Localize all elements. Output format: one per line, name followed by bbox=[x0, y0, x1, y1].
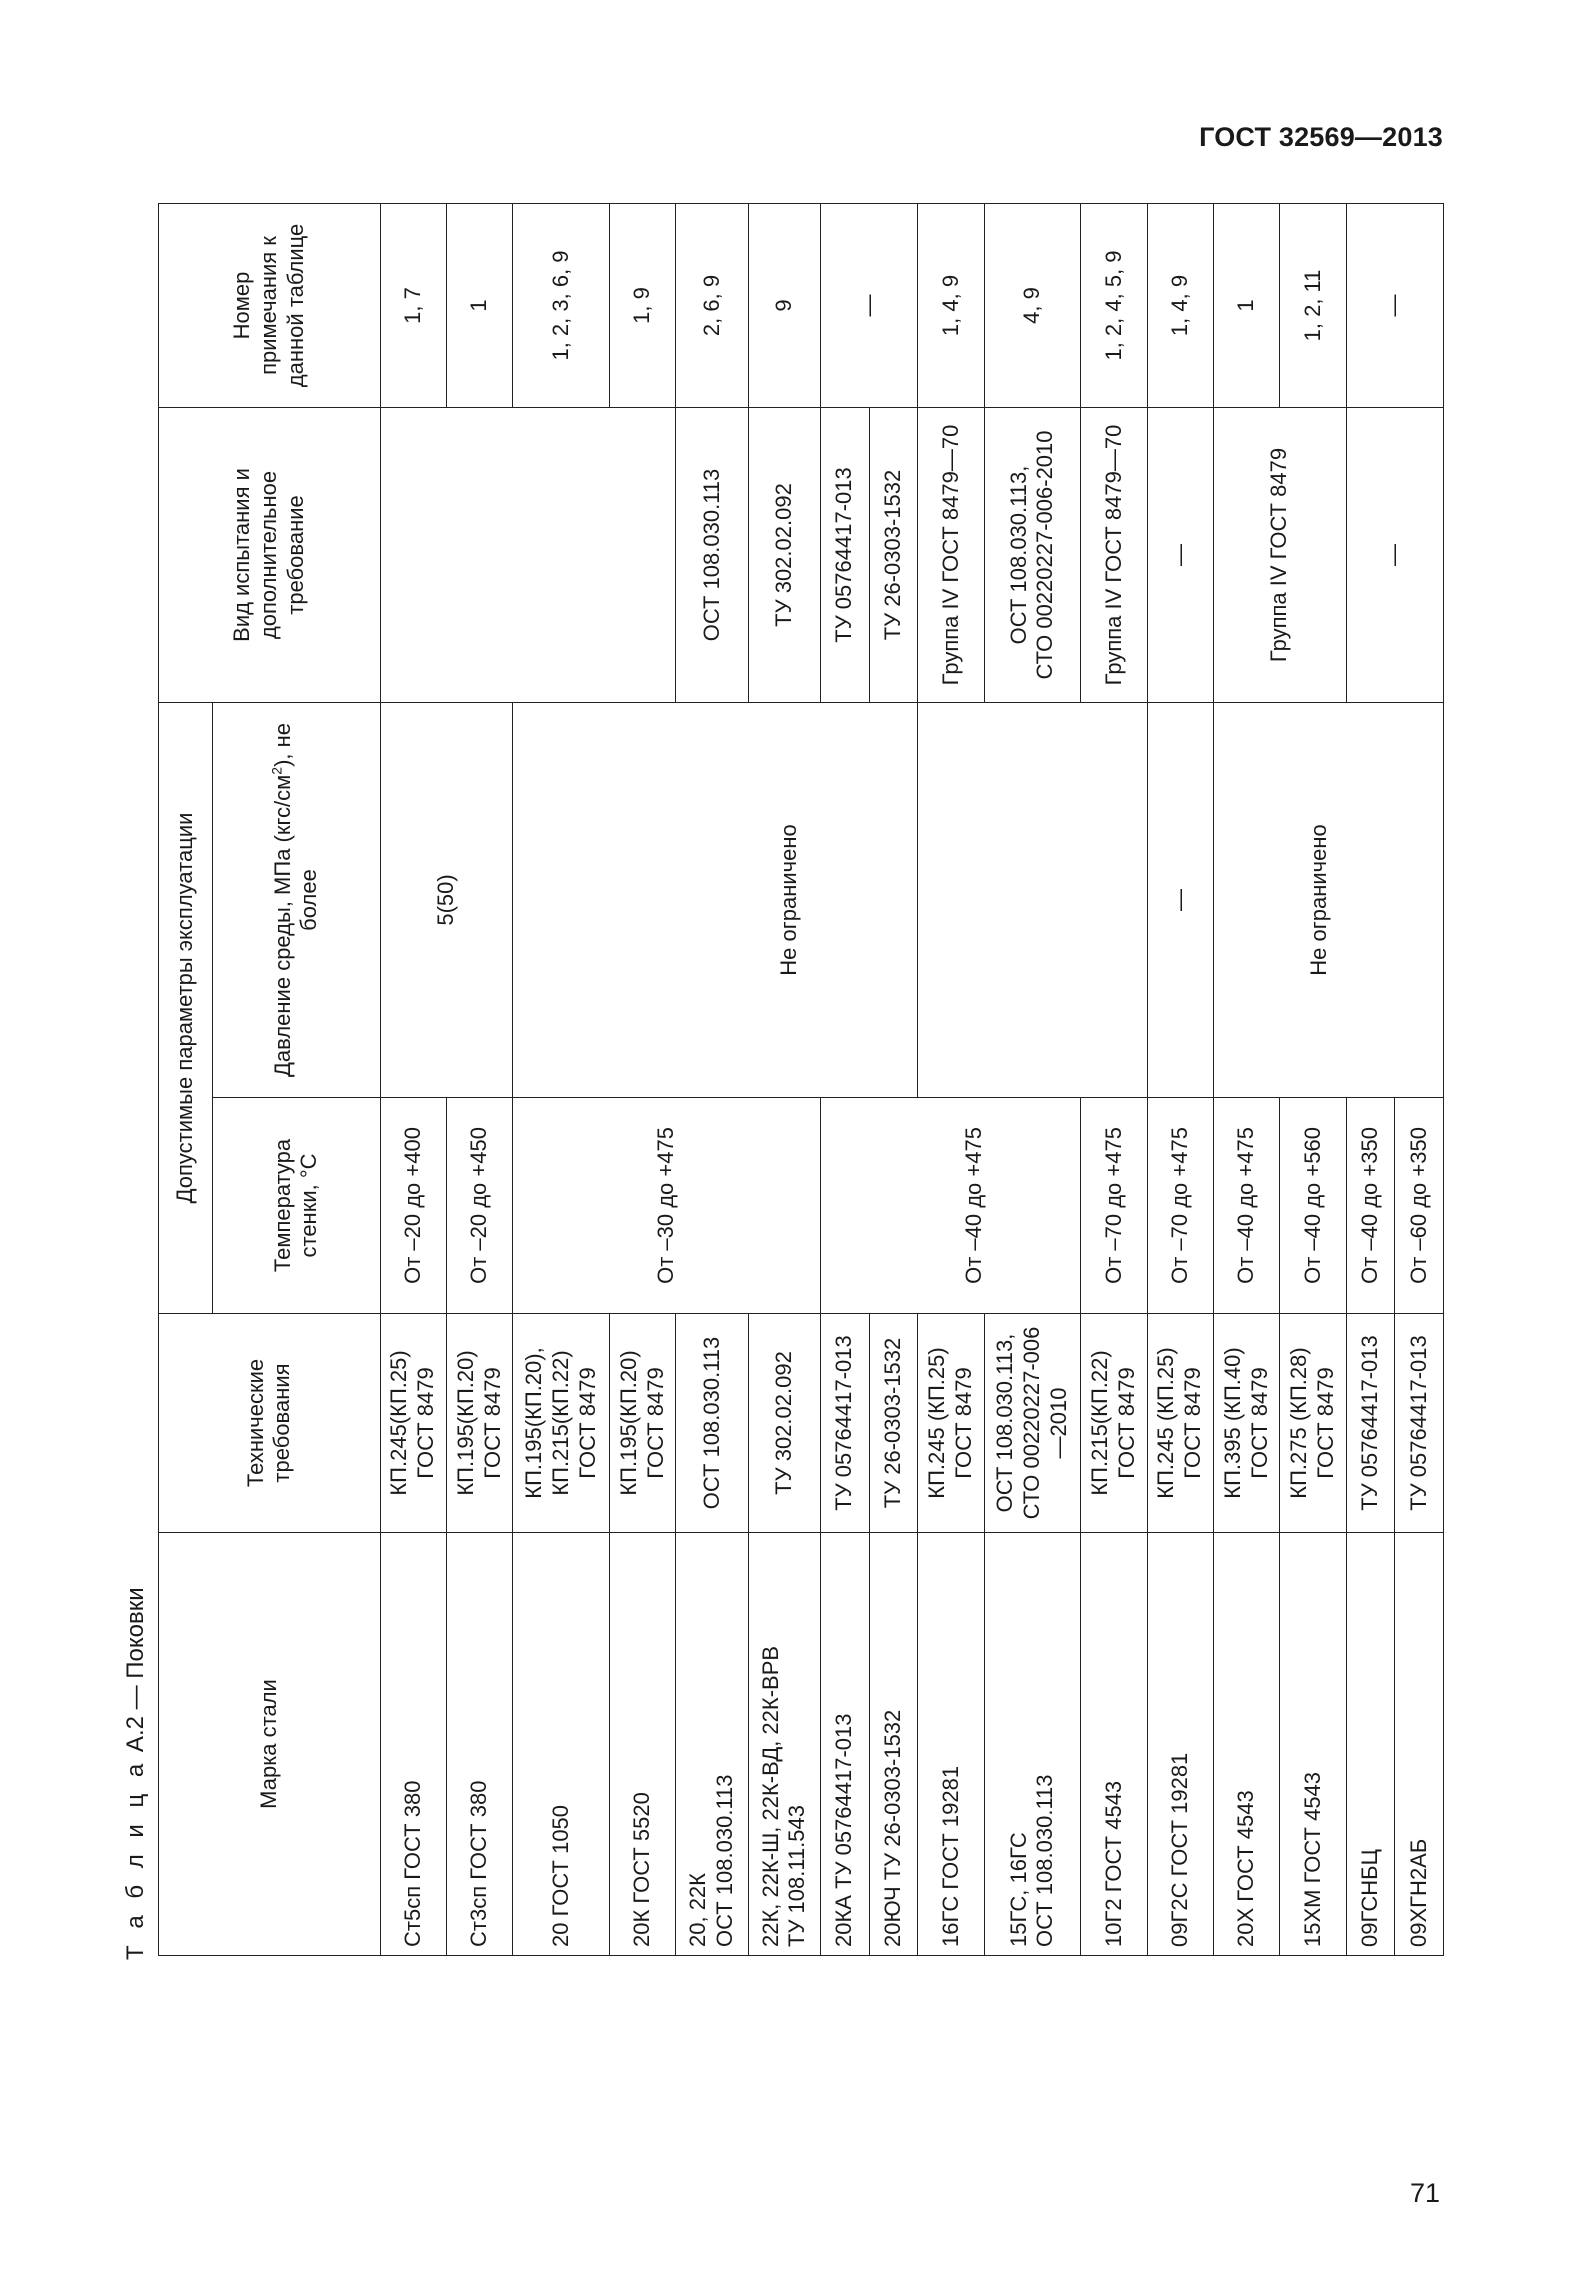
table-row bbox=[1147, 203, 1213, 1955]
cell-temp: От –20 до +450 bbox=[446, 1097, 512, 1313]
cell-tech: ТУ 05764417-013 bbox=[821, 1313, 870, 1532]
cell-grade bbox=[984, 1532, 1081, 1955]
cell-tech: КП.245 (КП.25) ГОСТ 8479 bbox=[1147, 1313, 1213, 1532]
cell-tech: КП.275 (КП.28) ГОСТ 8479 bbox=[1280, 1313, 1346, 1532]
cell-tech: КП.195(КП.20) ГОСТ 8479 bbox=[609, 1313, 675, 1532]
cell-grade: 20ЮЧ ТУ 26-0303-1532 bbox=[869, 1532, 918, 1955]
cell-test bbox=[984, 407, 1081, 702]
cell-tech: КП.245(КП.25) ГОСТ 8479 bbox=[380, 1313, 446, 1532]
col-header-grade: Марка стали bbox=[159, 1532, 381, 1955]
cell-grade: 09Г2С ГОСТ 19281 bbox=[1147, 1532, 1213, 1955]
cell-tech: КП.195(КП.20), КП.215(КП.22) ГОСТ 8479 bbox=[513, 1313, 610, 1532]
cell-grade: 09ХГН2АБ bbox=[1395, 1532, 1444, 1955]
cell-note-dash: — bbox=[821, 203, 918, 407]
cell-test: ТУ 26-0303-1532 bbox=[869, 407, 918, 702]
tech-line-2: СТО 00220227-006—2010 bbox=[1019, 1326, 1071, 1520]
cell-grade: 10Г2 ГОСТ 4543 bbox=[1081, 1532, 1147, 1955]
cell-test: — bbox=[1147, 407, 1213, 702]
grade-line-2: ТУ 108.11.543 bbox=[784, 1804, 810, 1947]
cell-tech: КП.215(КП.22) ГОСТ 8479 bbox=[1081, 1313, 1147, 1532]
col-header-params: Допустимые параметры эксплуатации bbox=[159, 702, 213, 1313]
rotated-table-wrapper bbox=[158, 204, 1444, 1956]
cell-temp: От –70 до +475 bbox=[1147, 1097, 1213, 1313]
cell-note: 1, 2, 11 bbox=[1280, 203, 1346, 407]
cell-grade: 09ГСНБЦ bbox=[1346, 1532, 1395, 1955]
cell-tech: ТУ 26-0303-1532 bbox=[869, 1313, 918, 1532]
cell-test-merged: Группа IV ГОСТ 8479 bbox=[1213, 407, 1346, 702]
cell-pressure-merged: 5(50) bbox=[380, 702, 513, 1097]
table-row bbox=[918, 203, 984, 1955]
cell-test-empty bbox=[380, 407, 676, 702]
col-header-tech: Технические требования bbox=[159, 1313, 381, 1532]
cell-pressure-empty bbox=[918, 702, 1147, 1097]
cell-note: 1, 9 bbox=[609, 203, 675, 407]
cell-note: 9 bbox=[748, 203, 820, 407]
cell-grade: 20 ГОСТ 1050 bbox=[513, 1532, 610, 1955]
col-header-pressure bbox=[213, 702, 380, 1097]
cell-temp: От –40 до +560 bbox=[1280, 1097, 1346, 1313]
cell-test: Группа IV ГОСТ 8479—70 bbox=[1081, 407, 1147, 702]
cell-test: — bbox=[1346, 407, 1443, 702]
cell-note: 1, 4, 9 bbox=[918, 203, 984, 407]
grade-line-2: ОСТ 108.030.113 bbox=[712, 1774, 737, 1947]
cell-tech: ТУ 302.02.092 bbox=[748, 1313, 820, 1532]
cell-temp: От –40 до +475 bbox=[1213, 1097, 1279, 1313]
cell-tech: ОСТ 108.030.113 bbox=[676, 1313, 748, 1532]
cell-grade bbox=[676, 1532, 748, 1955]
caption-title: А.2 — Поковки bbox=[122, 1587, 149, 1753]
col-header-temp: Температура стенки, °С bbox=[213, 1097, 380, 1313]
table-row bbox=[380, 203, 446, 1955]
cell-grade: Ст3сп ГОСТ 380 bbox=[446, 1532, 512, 1955]
cell-note: 1 bbox=[446, 203, 512, 407]
cell-note: 2, 6, 9 bbox=[676, 203, 748, 407]
table-row bbox=[1213, 203, 1279, 1955]
cell-test: ТУ 302.02.092 bbox=[748, 407, 820, 702]
cell-note: — bbox=[1346, 203, 1443, 407]
cell-tech: ТУ 05764417-013 bbox=[1395, 1313, 1444, 1532]
cell-tech: КП.395 (КП.40) ГОСТ 8479 bbox=[1213, 1313, 1279, 1532]
header-row-1 bbox=[159, 203, 213, 1955]
cell-temp: От –70 до +475 bbox=[1081, 1097, 1147, 1313]
test-line-2: СТО 00220227-006-2010 bbox=[1032, 430, 1058, 680]
cell-temp-merged: От –30 до +475 bbox=[513, 1097, 821, 1313]
forgings-table bbox=[158, 203, 1444, 1956]
table-caption bbox=[122, 1587, 150, 1960]
cell-temp: От –60 до +350 bbox=[1395, 1097, 1444, 1313]
col-header-note: Номер примечания к данной таблице bbox=[159, 203, 381, 407]
document-id: ГОСТ 32569—2013 bbox=[1199, 122, 1443, 152]
cell-tech: КП.195(КП.20) ГОСТ 8479 bbox=[446, 1313, 512, 1532]
test-line-1: ОСТ 108.030.113, bbox=[1005, 465, 1031, 645]
grade-line-1: 22К, 22К-Ш, 22К-ВД, 22К-ВРВ bbox=[757, 1645, 783, 1947]
pressure-header-sup: 2 bbox=[268, 766, 285, 775]
caption-prefix: Т а б л и ц а bbox=[122, 1758, 149, 1960]
pressure-header-b: ), не более bbox=[269, 722, 322, 931]
cell-pressure-unlimited: Не ограничено bbox=[513, 702, 918, 1097]
cell-note: 1, 2, 3, 6, 9 bbox=[513, 203, 610, 407]
pressure-header-a: Давление среды, МПа (кгс/см bbox=[269, 774, 295, 1077]
col-header-test: Вид испытания и дополнительное требование bbox=[159, 407, 381, 702]
cell-pressure: — bbox=[1147, 702, 1213, 1097]
grade-line-1: 15ГС, 16ГС bbox=[1005, 1832, 1031, 1947]
grade-line-2: ОСТ 108.030.113 bbox=[1032, 1774, 1058, 1947]
cell-pressure-unlimited: Не ограничено bbox=[1213, 702, 1443, 1097]
cell-tech bbox=[984, 1313, 1081, 1532]
cell-temp: От –40 до +350 bbox=[1346, 1097, 1395, 1313]
cell-note: 1, 4, 9 bbox=[1147, 203, 1213, 407]
cell-grade: 20К ГОСТ 5520 bbox=[609, 1532, 675, 1955]
cell-test: Группа IV ГОСТ 8479—70 bbox=[918, 407, 984, 702]
cell-note: 1, 2, 4, 5, 9 bbox=[1081, 203, 1147, 407]
cell-grade: Ст5сп ГОСТ 380 bbox=[380, 1532, 446, 1955]
tech-line-1: ОСТ 108.030.113, bbox=[992, 1333, 1018, 1513]
cell-tech: ТУ 05764417-013 bbox=[1346, 1313, 1395, 1532]
cell-temp-merged: От –40 до +475 bbox=[821, 1097, 1081, 1313]
cell-grade bbox=[748, 1532, 820, 1955]
cell-tech: КП.245 (КП.25) ГОСТ 8479 bbox=[918, 1313, 984, 1532]
cell-grade: 15ХМ ГОСТ 4543 bbox=[1280, 1532, 1346, 1955]
page-number: 71 bbox=[1410, 2178, 1441, 2208]
cell-test: ТУ 05764417-013 bbox=[821, 407, 870, 702]
cell-test: ОСТ 108.030.113 bbox=[676, 407, 748, 702]
cell-note: 4, 9 bbox=[984, 203, 1081, 407]
cell-grade: 16ГС ГОСТ 19281 bbox=[918, 1532, 984, 1955]
cell-temp: От –20 до +400 bbox=[380, 1097, 446, 1313]
cell-note: 1, 7 bbox=[380, 203, 446, 407]
cell-note: 1 bbox=[1213, 203, 1279, 407]
grade-line-1: 20, 22К bbox=[685, 1873, 711, 1947]
cell-grade: 20Х ГОСТ 4543 bbox=[1213, 1532, 1279, 1955]
cell-grade: 20КА ТУ 05764417-013 bbox=[821, 1532, 870, 1955]
